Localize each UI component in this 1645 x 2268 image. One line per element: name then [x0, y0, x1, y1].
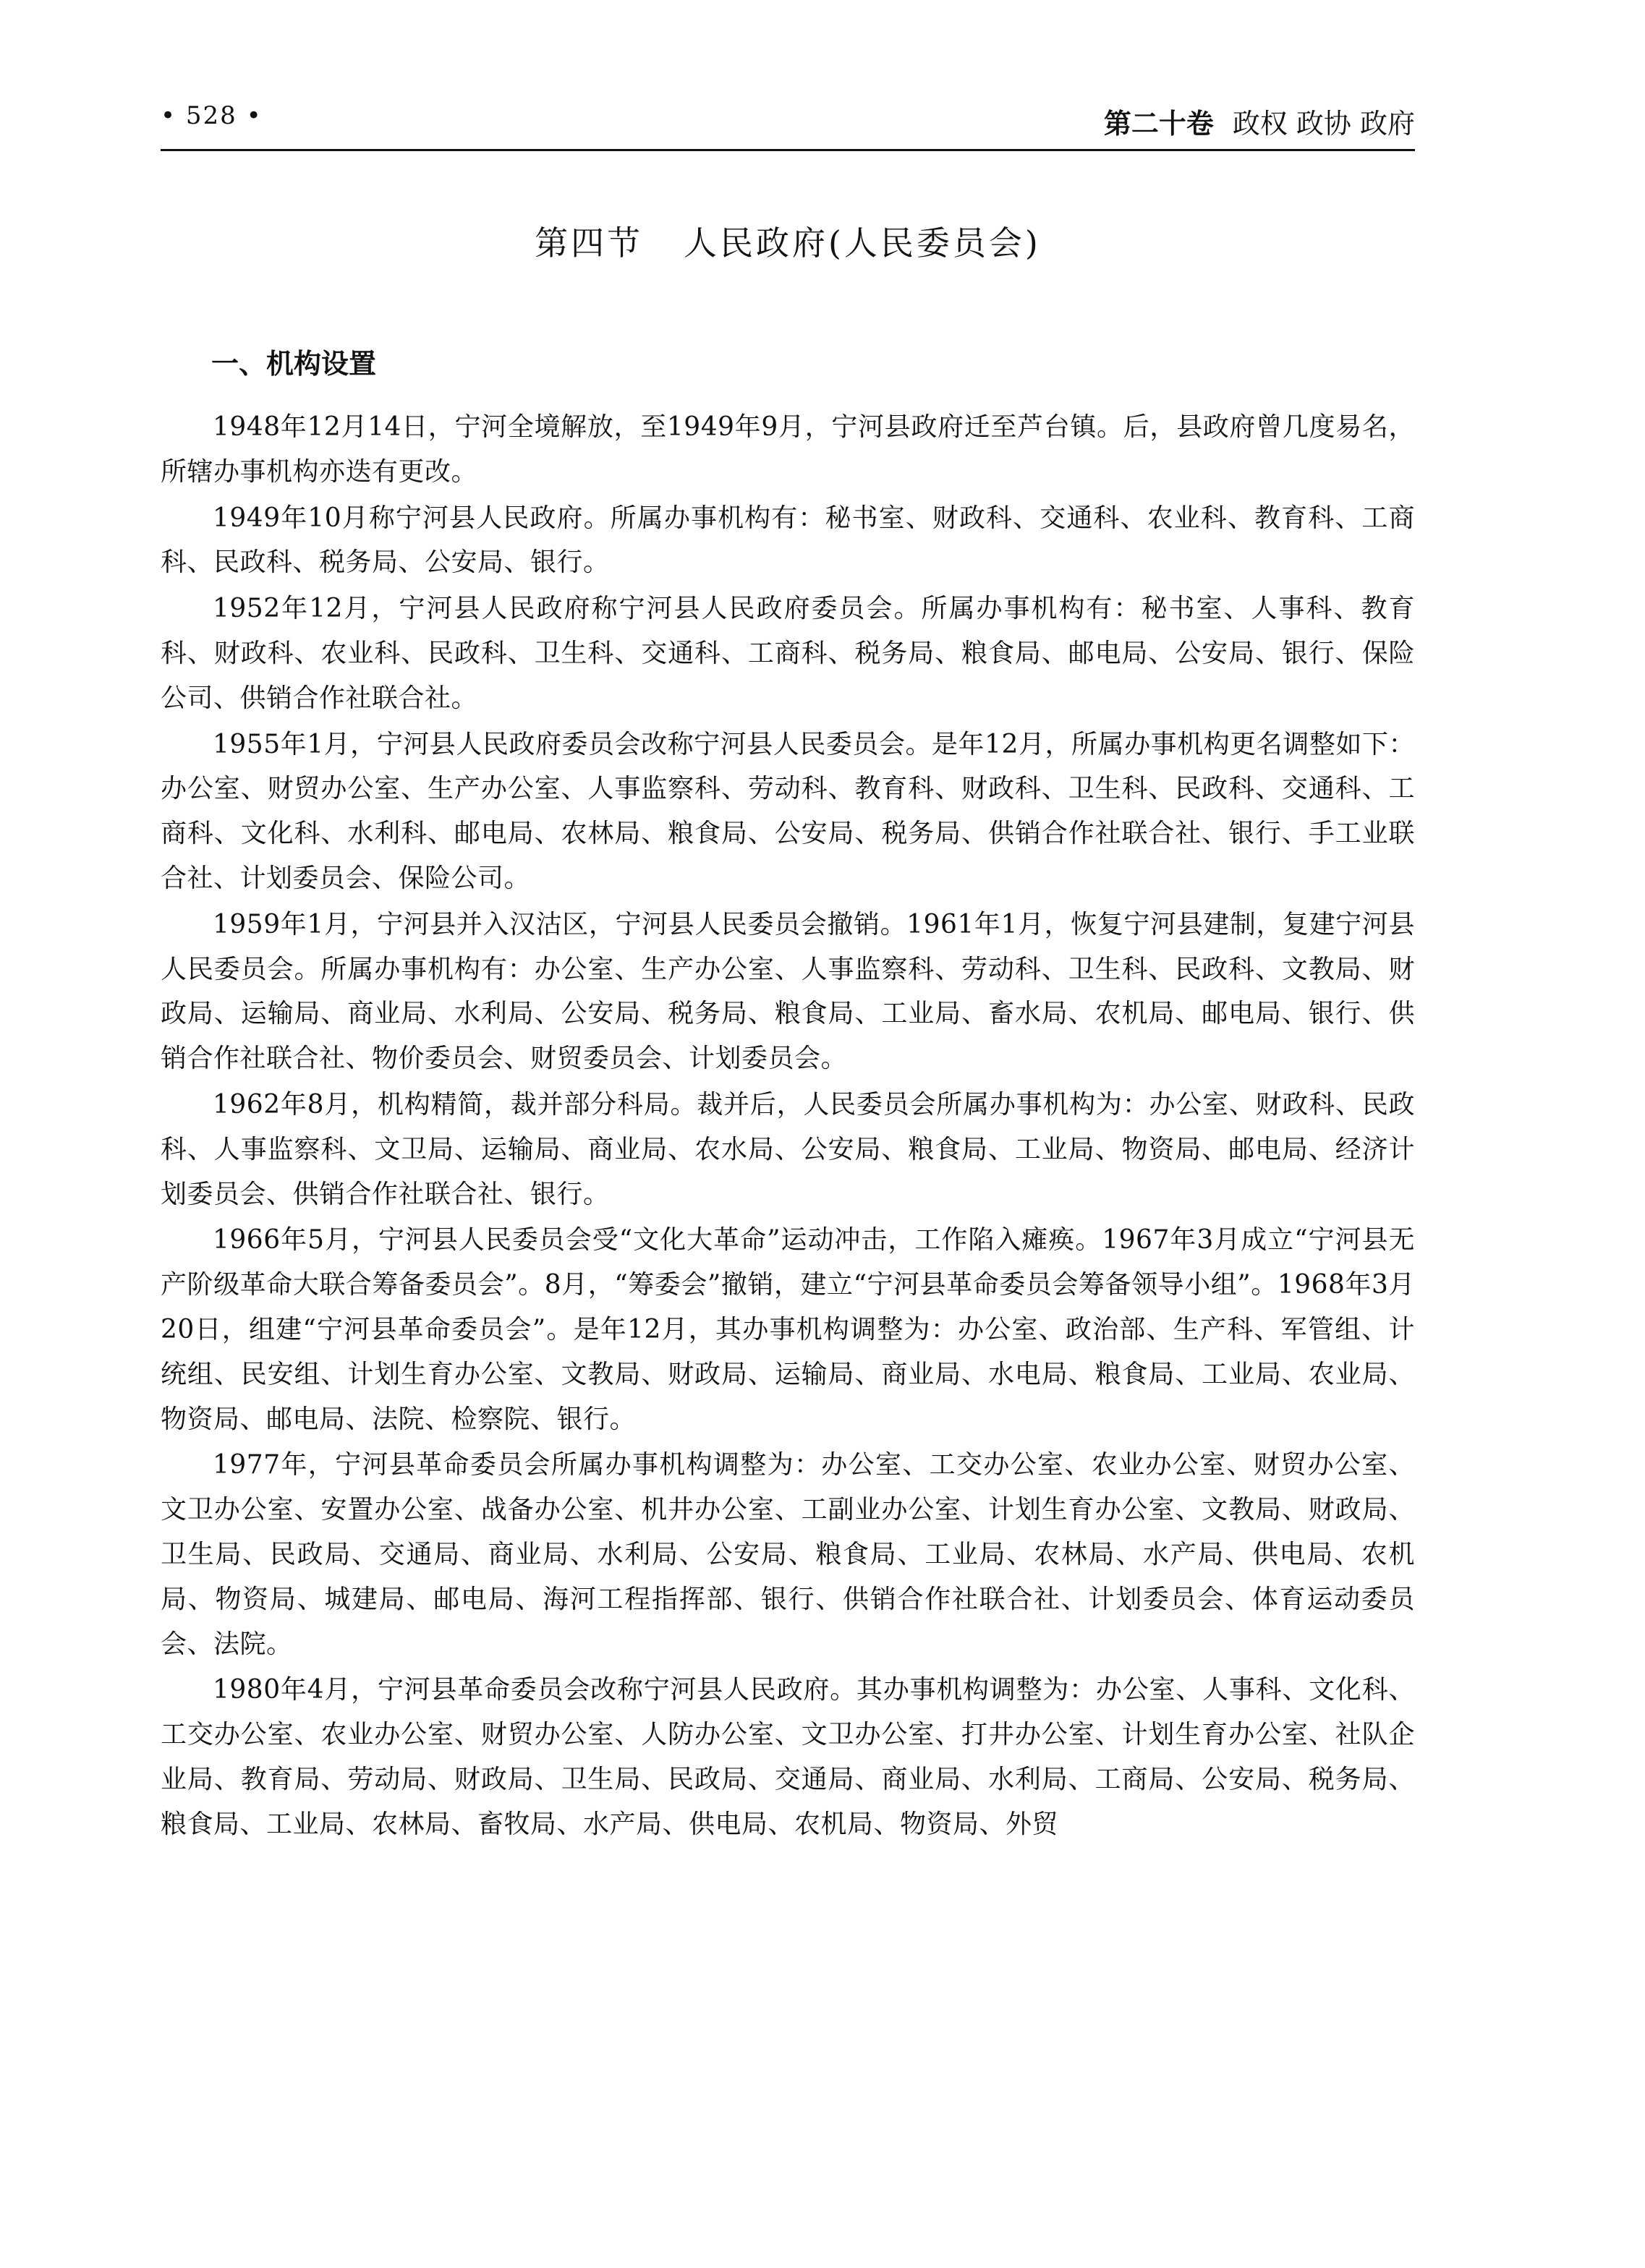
paragraph-1955: 1955年1月，宁河县人民政府委员会改称宁河县人民委员会。是年12月，所属办事机构更名调整如下：办公室、财贸办公室、生产办公室、人事监察科、劳动科、教育科、财政科、卫生科、民政科、交通科、工商科、文化科、水利科、邮电局、农林局、粮食局、公安局、税务局、供销合作社联合社、银行、手工业联合社、计划委员会、保险公司。 [161, 729, 1415, 893]
body-text [161, 405, 1415, 1849]
subheading: 一、机构设置 [211, 348, 377, 380]
page-number: • 528 • [161, 101, 263, 130]
paragraph-1948: 1948年12月14日，宁河全境解放，至1949年9月，宁河县政府迁至芦台镇。后，县政府曾几度易名，所辖办事机构亦迭有更改。 [161, 412, 1415, 487]
paragraph-1952: 1952年12月，宁河县人民政府称宁河县人民政府委员会。所属办事机构有：秘书室、人事科、教育科、财政科、农业科、民政科、卫生科、交通科、工商科、税务局、粮食局、邮电局、公安局、银行、保险公司、供销合作社联合社。 [161, 594, 1415, 713]
section-title: 第四节 人民政府(人民委员会) [535, 223, 1041, 263]
paragraph-1977: 1977年，宁河县革命委员会所属办事机构调整为：办公室、工交办公室、农业办公室、财贸办公室、文卫办公室、安置办公室、战备办公室、机井办公室、工副业办公室、计划生育办公室、文教局、财政局、卫生局、民政局、交通局、商业局、水利局、公安局、粮食局、工业局、农林局、水产局、供电局、农机局、物资局、城建局、邮电局、海河工程指挥部、银行、供销合作社联合社、计划委员会、体育运动委员会、法院。 [161, 1450, 1415, 1659]
volume-label: 第二十卷 [1103, 107, 1214, 140]
page-header [161, 101, 1415, 146]
paragraph-1962: 1962年8月，机构精简，裁并部分科局。裁并后，人民委员会所属办事机构为：办公室、财政科、民政科、人事监察科、文卫局、运输局、商业局、农水局、公安局、粮食局、工业局、物资局、邮电局、经济计划委员会、供销合作社联合社、银行。 [161, 1089, 1415, 1209]
paragraph-1980: 1980年4月，宁河县革命委员会改称宁河县人民政府。其办事机构调整为：办公室、人事科、文化科、工交办公室、农业办公室、财贸办公室、人防办公室、文卫办公室、打井办公室、计划生育办公室、社队企业局、教育局、劳动局、财政局、卫生局、民政局、交通局、商业局、水利局、工商局、公安局、税务局、粮食局、工业局、农林局、畜牧局、水产局、供电局、农机局、物资局、外贸 [161, 1675, 1415, 1839]
header-rule [161, 149, 1415, 151]
topic-label: 政权 政协 政府 [1232, 108, 1415, 140]
running-head [1104, 101, 1415, 141]
paragraph-1966: 1966年5月，宁河县人民委员会受“文化大革命”运动冲击，工作陷入瘫痪。1967年3月成立“宁河县无产阶级革命大联合筹备委员会”。8月，“筹委会”撤销，建立“宁河县革命委员会筹备领导小组”。1968年3月20日，组建“宁河县革命委员会”。是年12月，其办事机构调整为：办公室、政治部、生产科、军管组、计统组、民安组、计划生育办公室、文教局、财政局、运输局、商业局、水电局、粮食局、工业局、农业局、物资局、邮电局、法院、检察院、银行。 [161, 1225, 1415, 1434]
paragraph-1959: 1959年1月，宁河县并入汉沽区，宁河县人民委员会撤销。1961年1月，恢复宁河县建制，复建宁河县人民委员会。所属办事机构有：办公室、生产办公室、人事监察科、劳动科、卫生科、民政科、文教局、财政局、运输局、商业局、水利局、公安局、税务局、粮食局、工业局、畜水局、农机局、邮电局、银行、供销合作社联合社、物价委员会、财贸委员会、计划委员会。 [161, 909, 1415, 1074]
paragraph-1949: 1949年10月称宁河县人民政府。所属办事机构有：秘书室、财政科、交通科、农业科、教育科、工商科、民政科、税务局、公安局、银行。 [161, 503, 1415, 578]
